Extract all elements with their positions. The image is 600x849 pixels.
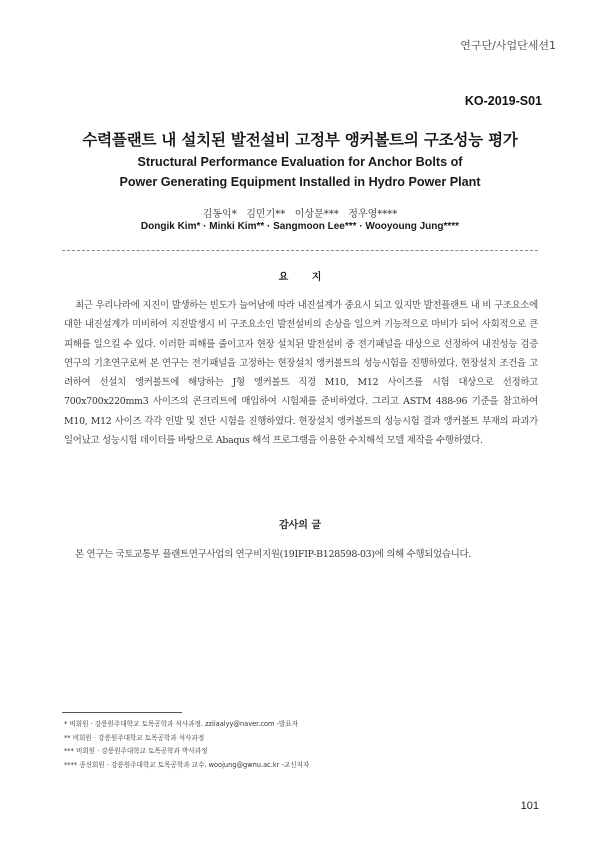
paper-code: KO-2019-S01 (464, 94, 542, 108)
footnote: *** 비회원 · 강릉원주대학교 토목공학과 박사과정 (64, 747, 208, 755)
footnote: * 비회원 · 강릉원주대학교 토목공학과 석사과정. zziiaalyy@naver.com -발표자 (64, 720, 299, 728)
page-number: 101 (520, 800, 539, 812)
acknowledgement-heading: 감사의 글 (278, 520, 322, 531)
title-english-line2: Power Generating Equipment Installed in Hydro Power Plant (119, 175, 481, 189)
authors-english: Dongik Kim* · Minki Kim** · Sangmoon Lee*** · Wooyoung Jung**** (140, 221, 460, 232)
title-english-line1: Structural Performance Evaluation for Anchor Bolts of (137, 155, 463, 169)
abstract-body: 최근 우리나라에 지진이 발생하는 빈도가 늘어남에 따라 내진설계가 중요시 되고 있지만 발전플랜트 내 비 구조요소에 대한 내진설계가 미비하여 지진발생시 비 구조요소인 발전설비의 손상을 일으켜 기능적으로 마비가 되어 사회적으로 큰 피해를 일으킬 수 있다. 이러한 피해를 줄이고자 현장 설치된 발전설비 중 전기패널을 대상으로 선정하여 내진성능 검증 연구의 기초연구로써 본 연구는 전기패널을 고정하는 현장설치 앵커볼트의 성능시험을 진행하였다. 현장설치 조건을 고려하여 선설치 앵커볼트에 해당하는 J형 앵커볼트 직경 M10, M12 사이즈를 시험 대상으로 선정하고 700x700x220mm3 사이즈의 콘크리트에 매입하여 시험체를 준비하였다. 그리고 ASTM 488-96 기준을 참고하여 M10, M12 사이즈 각각 인발 및 전단 시험을 진행하였다. 현장설치 앵커볼트의 성능시험 결과 앵커볼트 부재의 파괴가 일어났고 성능시험 데이터를 바탕으로 Abaqus 해석 프로그램을 이용한 수치해석 모델 제작을 수행하였다. (64, 300, 538, 447)
authors-korean: 김동익* 김민기** 이상문*** 정우영**** (202, 209, 398, 220)
footnote: **** 종신회원 · 강릉원주대학교 토목공학과 교수. woojung@gwnu.ac.kr -교신저자 (64, 760, 310, 769)
abstract-heading: 요 지 (278, 272, 332, 283)
session-label: 연구단/사업단세션1 (460, 39, 556, 52)
acknowledgement-body: 본 연구는 국토교통부 플랜트연구사업의 연구비지원(19IFIP-B128598-03)에 의해 수행되었습니다. (75, 549, 472, 560)
title-korean: 수력플랜트 내 설치된 발전설비 고정부 앵커볼트의 구조성능 평가 (82, 131, 518, 149)
divider (62, 250, 538, 251)
footnote: ** 비회원 · 강릉원주대학교 토목공학과 석사과정 (64, 733, 205, 742)
footnotes (64, 718, 309, 772)
footnote-rule (62, 712, 182, 713)
